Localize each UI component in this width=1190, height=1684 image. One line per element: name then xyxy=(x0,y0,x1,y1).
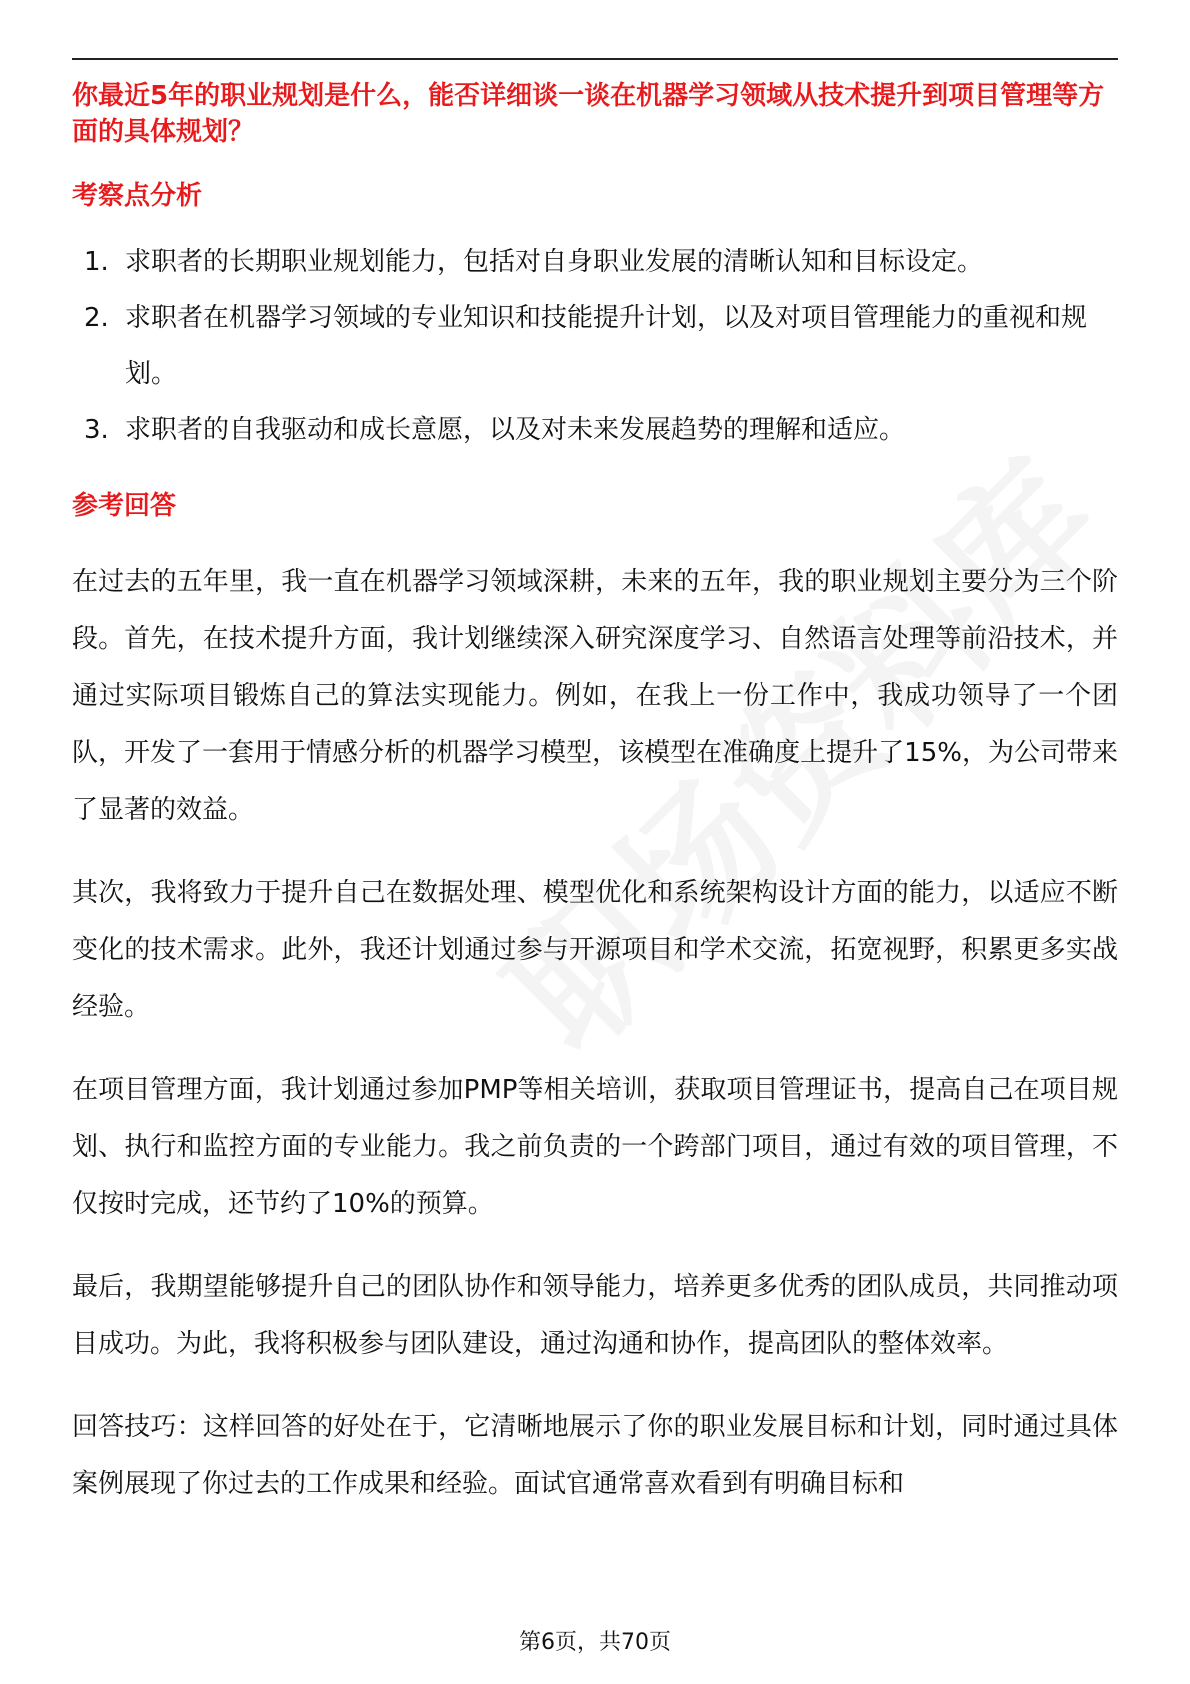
list-item-text: 求职者的自我驱动和成长意愿，以及对未来发展趋势的理解和适应。 xyxy=(125,415,906,445)
list-item-number: 1. xyxy=(84,247,109,277)
list-item-number: 2. xyxy=(84,303,109,333)
top-rule xyxy=(72,58,1118,60)
document-body xyxy=(72,78,1118,1513)
analysis-heading: 考察点分析 xyxy=(72,181,203,211)
answer-paragraph: 其次，我将致力于提升自己在数据处理、模型优化和系统架构设计方面的能力，以适应不断变化的技术需求。此外，我还计划通过参与开源项目和学术交流，拓宽视野，积累更多实战经验。 xyxy=(72,878,1118,1022)
answer-tip-paragraph: 回答技巧：这样回答的好处在于，它清晰地展示了你的职业发展目标和计划，同时通过具体案例展现了你过去的工作成果和经验。面试官通常喜欢看到有明确目标和 xyxy=(72,1412,1118,1499)
list-item-text: 求职者的长期职业规划能力，包括对自身职业发展的清晰认知和目标设定。 xyxy=(125,247,984,277)
question-title: 你最近5年的职业规划是什么，能否详细谈一谈在机器学习领域从技术提升到项目管理等方面的具体规划？ xyxy=(72,81,1105,147)
answer-heading: 参考回答 xyxy=(72,491,177,521)
list-item xyxy=(72,234,1118,290)
answer-paragraph: 在过去的五年里，我一直在机器学习领域深耕，未来的五年，我的职业规划主要分为三个阶段。首先，在技术提升方面，我计划继续深入研究深度学习、自然语言处理等前沿技术，并通过实际项目锻炼自己的算法实现能力。例如，在我上一份工作中，我成功领导了一个团队，开发了一套用于情感分析的机器学习模型，该模型在准确度上提升了15%，为公司带来了显著的效益。 xyxy=(72,567,1118,825)
list-item-text: 求职者在机器学习领域的专业知识和技能提升计划，以及对项目管理能力的重视和规划。 xyxy=(125,303,1088,389)
list-item xyxy=(72,402,1118,458)
list-item xyxy=(72,290,1118,402)
page-number-footer: 第6页，共70页 xyxy=(519,1630,671,1655)
answer-paragraph: 最后，我期望能够提升自己的团队协作和领导能力，培养更多优秀的团队成员，共同推动项目成功。为此，我将积极参与团队建设，通过沟通和协作，提高团队的整体效率。 xyxy=(72,1272,1118,1359)
answer-paragraph: 在项目管理方面，我计划通过参加PMP等相关培训，获取项目管理证书，提高自己在项目规划、执行和监控方面的专业能力。我之前负责的一个跨部门项目，通过有效的项目管理，不仅按时完成，还节约了10%的预算。 xyxy=(72,1075,1118,1219)
analysis-list xyxy=(72,234,1118,458)
list-item-number: 3. xyxy=(84,415,109,445)
